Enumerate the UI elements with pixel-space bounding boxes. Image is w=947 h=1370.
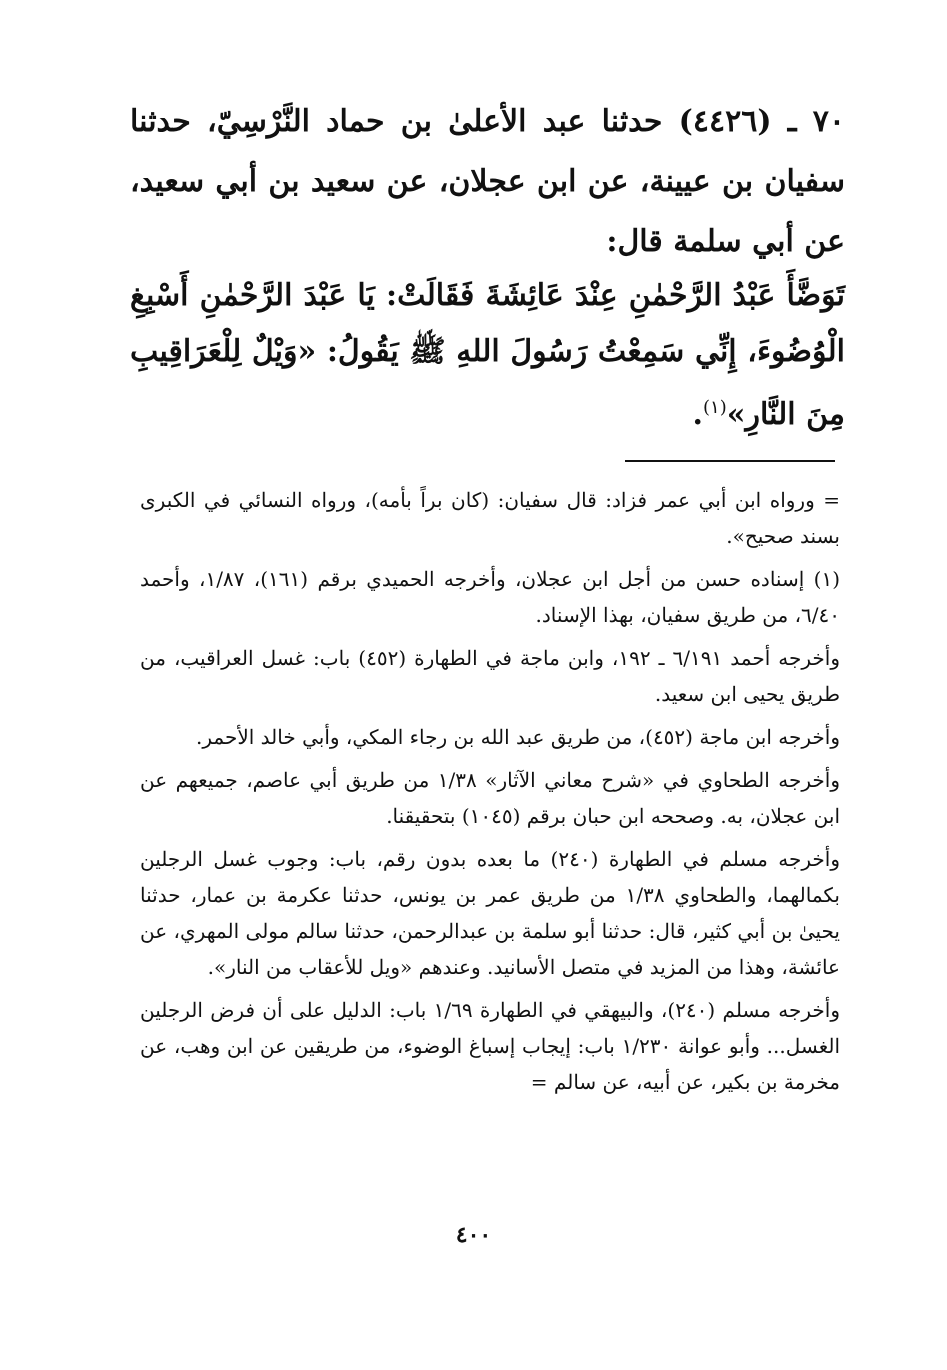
- main-narration: [130, 92, 845, 272]
- hadith-end: .: [692, 397, 703, 432]
- footnote-marker: (١): [703, 397, 727, 418]
- footnotes-section: [140, 482, 840, 1107]
- footnote-paragraph: وأخرجه ابن ماجة (٤٥٢)، من طريق عبد الله بن رجاء المكي، وأبي خالد الأحمر.: [196, 725, 840, 749]
- footnote-continuation: = ورواه ابن أبي عمر فزاد: قال سفيان: (كان براً بأمه)، ورواه النسائي في الكبرى بسند صحيح».: [140, 488, 840, 548]
- footnote-1: (١) إسناده حسن من أجل ابن عجلان، وأخرجه الحميدي برقم (١٦١)، ١/٨٧، وأحمد ٦/٤٠، من طريق سفيان، بهذا الإسناد.: [140, 567, 840, 627]
- hadith-body: [130, 268, 845, 443]
- narration-paragraph: ٧٠ ـ (٤٤٢٦) حدثنا عبد الأعلىٰ بن حماد النَّرْسِيّ، حدثنا سفيان بن عيينة، عن ابن عجلان، عن سعيد بن أبي سعيد، عن أبي سلمة قال:: [130, 104, 846, 259]
- footnote-paragraph: وأخرجه مسلم (٢٤٠)، والبيهقي في الطهارة ١/٦٩ باب: الدليل على أن فرض الرجلين الغسل... وأبو عوانة ١/٢٣٠ باب: إيجاب إسباغ الوضوء، من طريقين عن ابن وهب، عن مخرمة بن بكير، عن أبيه، عن سالم =: [140, 998, 841, 1094]
- page-number: ٤٠٠: [455, 1222, 492, 1248]
- hadith-paragraph: [130, 268, 845, 443]
- footnote-paragraph: وأخرجه مسلم في الطهارة (٢٤٠) ما بعده بدون رقم، باب: وجوب غسل الرجلين بكمالهما، والطحاوي ١/٣٨ من طريق عمر بن يونس، حدثنا عكرمة بن عمار، حدثنا يحيىٰ بن أبي كثير، قال: حدثنا أبو سلمة بن عبدالرحمن، حدثنا سالم مولى المهري، عن عائشة، وهذا من المزيد في متصل الأسانيد. وعندهم «ويل للأعقاب من النار».: [140, 847, 841, 979]
- footnote-paragraph: وأخرجه الطحاوي في «شرح معاني الآثار» ١/٣٨ من طريق أبي عاصم، جميعهم عن ابن عجلان، به. وصححه ابن حبان برقم (١٠٤٥) بتحقيقنا.: [140, 768, 840, 828]
- footnote-paragraph: وأخرجه أحمد ٦/١٩١ ـ ١٩٢، وابن ماجة في الطهارة (٤٥٢) باب: غسل العراقيب، من طريق يحيى ابن سعيد.: [140, 646, 840, 706]
- footnote-divider: [625, 460, 835, 462]
- hadith-text: تَوَضَّأَ عَبْدُ الرَّحْمٰنِ عِنْدَ عَائِشَةَ فَقَالَتْ: يَا عَبْدَ الرَّحْمٰنِ أَسْبِغِ الْوُضُوءَ، إِنِّي سَمِعْتُ رَسُولَ اللهِ ﷺ يَقُولُ: «وَيْلٌ لِلْعَرَاقِيبِ مِنَ النَّارِ»: [130, 278, 845, 432]
